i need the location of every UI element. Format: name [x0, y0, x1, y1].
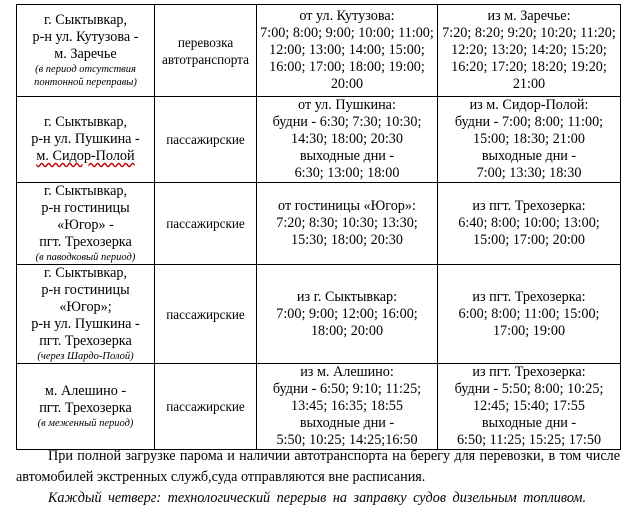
transport-type: пассажирские: [166, 399, 245, 414]
route-note: (в паводковый период): [35, 252, 136, 263]
route-note: (в период отсутствия: [35, 64, 136, 75]
refueling-break-note: Каждый четверг: технологический перерыв на заправку судов дизельным топливом.: [48, 490, 587, 506]
route-line: м. Заречье: [54, 46, 117, 62]
transport-type: пассажирские: [166, 306, 245, 322]
transport-type-cell: [155, 5, 257, 97]
route-line: р-н ул. Пушкина -: [31, 131, 140, 147]
schedule-line: 14:30; 18:00; 20:30: [291, 131, 403, 147]
departure-times-a: [257, 183, 438, 265]
departure-times-b: [438, 183, 621, 265]
schedule-line: из пгт. Трехозерка:: [472, 364, 586, 380]
route-line: «Югор» -: [57, 217, 114, 233]
emergency-departure-note: При полной загрузке парома и наличии автотранспорта на берегу для перевозки, в том числе автомобилей экстренных служб,суда отправляются вне расписания.: [16, 448, 620, 485]
table-row: [17, 5, 621, 97]
departure-times-b: [438, 5, 621, 97]
schedule-line: 15:00; 17:00; 20:00: [473, 232, 585, 248]
schedule-line: 16:00; 17:00; 18:00; 19:00;: [269, 59, 425, 75]
departure-times-b: [438, 364, 621, 450]
departure-times-a: [257, 364, 438, 450]
route-line: м. Сидор-Полой: [36, 148, 135, 164]
schedule-line: 7:00; 8:00; 9:00; 10:00; 11:00;: [260, 25, 434, 41]
route-line: р-н гостиницы: [41, 200, 130, 216]
departure-times-a: [257, 265, 438, 364]
schedule-line: 6:50; 11:25; 15:25; 17:50: [456, 432, 602, 448]
schedule-line: выходные дни -: [481, 148, 577, 164]
transport-type-cell: [155, 364, 257, 450]
route-line: г. Сыктывкар,: [43, 12, 128, 28]
route-line: «Югор»;: [59, 299, 112, 315]
departure-times-a: [257, 5, 438, 97]
schedule-line: будни - 6:30; 7:30; 10:30;: [272, 114, 422, 130]
route-line: г. Сыктывкар,: [43, 183, 128, 199]
route-note: (в меженный период): [37, 418, 134, 429]
route-line: м. Алешино -: [44, 383, 127, 399]
departure-times-a: [257, 97, 438, 183]
schedule-line: из м. Заречье:: [487, 8, 571, 24]
table-row: [17, 183, 621, 265]
schedule-line: 15:30; 18:00; 20:30: [291, 232, 403, 248]
schedule-line: будни - 5:50; 8:00; 10:25;: [454, 381, 604, 397]
schedule-line: выходные дни -: [299, 148, 395, 164]
route-line: г. Сыктывкар,: [43, 114, 128, 130]
route-cell: [17, 364, 155, 450]
transport-type-cell: [155, 183, 257, 265]
route-line: р-н ул. Кутузова -: [32, 29, 139, 45]
schedule-line: 15:00; 18:30; 21:00: [473, 131, 585, 147]
route-cell: [17, 183, 155, 265]
route-line: р-н гостиницы: [41, 282, 130, 298]
route-line: пгт. Трехозерка: [39, 333, 132, 349]
schedule-line: 5:50; 10:25; 14:25;16:50: [276, 432, 418, 448]
transport-type: перевозка: [177, 34, 234, 50]
transport-type-cell: [155, 265, 257, 364]
schedule-line: 7:20; 8:30; 10:30; 13:30;: [276, 215, 418, 231]
table-row: [17, 265, 621, 364]
departure-times-b: [438, 265, 621, 364]
schedule-line: из пгт. Трехозерка:: [472, 288, 586, 305]
route-cell: [17, 5, 155, 97]
departure-times-b: [438, 97, 621, 183]
schedule-line: из пгт. Трехозерка:: [472, 198, 586, 214]
transport-type: автотранспорта: [162, 51, 249, 67]
schedule-line: 6:00; 8:00; 11:00; 15:00;: [458, 305, 600, 322]
schedule-line: 7:00; 9:00; 12:00; 16:00;: [276, 305, 418, 322]
schedule-line: 12:20; 13:20; 14:20; 15:20;: [451, 42, 607, 58]
schedule-line: 6:40; 8:00; 10:00; 13:00;: [458, 215, 600, 231]
schedule-line: 7:20; 8:20; 9:20; 10:20; 11:20;: [442, 25, 616, 41]
schedule-line: выходные дни -: [481, 415, 577, 431]
route-note: понтонной переправы): [34, 77, 137, 88]
schedule-line: выходные дни -: [299, 415, 395, 431]
route-line: пгт. Трехозерка: [39, 400, 132, 416]
schedule-line: 12:00; 13:00; 14:00; 15:00;: [269, 42, 425, 58]
schedule-line: 13:45; 16:35; 18:55: [291, 398, 403, 414]
schedule-line: будни - 6:50; 9:10; 11:25;: [272, 381, 422, 397]
transport-type-cell: [155, 97, 257, 183]
ferry-schedule-table: [16, 4, 621, 450]
route-cell: [17, 265, 155, 364]
route-cell: [17, 97, 155, 183]
schedule-line: 6:30; 13:00; 18:00: [294, 165, 400, 181]
schedule-line: 7:00; 13:30; 18:30: [476, 165, 582, 181]
schedule-line: из м. Алешино:: [300, 364, 394, 380]
schedule-line: от ул. Кутузова:: [299, 8, 395, 24]
transport-type: пассажирские: [166, 216, 245, 231]
route-note: (через Шардо-Полой): [37, 351, 134, 362]
schedule-line: 20:00: [330, 76, 364, 92]
schedule-line: от ул. Пушкина:: [298, 97, 396, 113]
route-line: г. Сыктывкар,: [43, 265, 128, 281]
schedule-line: 18:00; 20:00: [310, 322, 384, 339]
schedule-line: 21:00: [512, 76, 546, 92]
schedule-line: от гостиницы «Югор»:: [278, 198, 416, 214]
schedule-line: 17:00; 19:00: [492, 322, 566, 339]
schedule-line: из м. Сидор-Полой:: [469, 97, 589, 113]
schedule-line: из г. Сыктывкар:: [296, 288, 398, 305]
route-line: р-н ул. Пушкина -: [31, 316, 140, 332]
schedule-line: 16:20; 17:20; 18:20; 19:20;: [451, 59, 607, 75]
table-row: [17, 97, 621, 183]
route-line: пгт. Трехозерка: [39, 234, 132, 250]
schedule-line: будни - 7:00; 8:00; 11:00;: [454, 114, 604, 130]
schedule-line: 12:45; 15:40; 17:55: [473, 398, 585, 414]
transport-type: пассажирские: [166, 132, 245, 147]
table-row: [17, 364, 621, 450]
